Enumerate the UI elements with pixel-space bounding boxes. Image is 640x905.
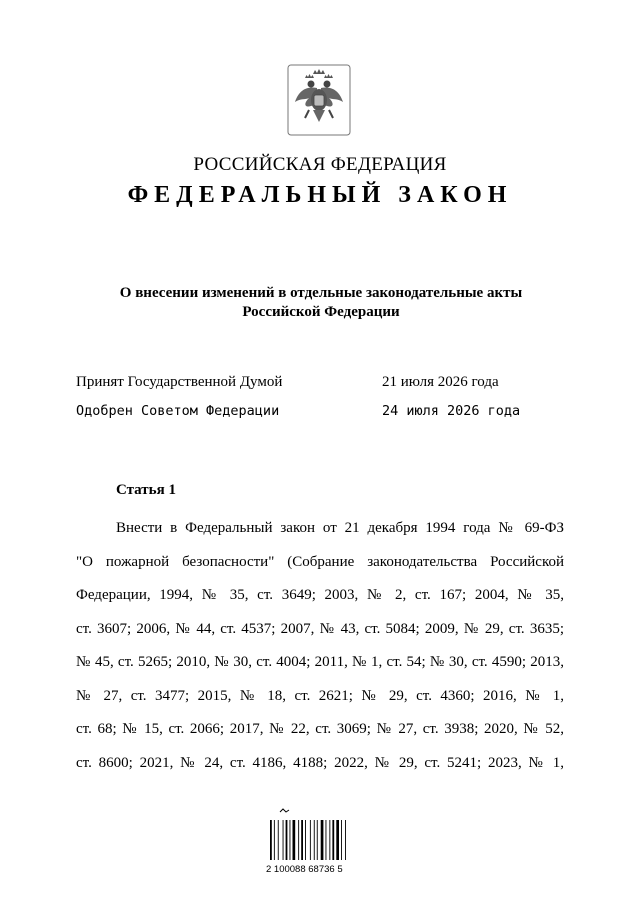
law-subject-line-2: Российской Федерации: [242, 304, 400, 320]
council-date: 24 июля 2026 года: [382, 403, 521, 419]
article-line: № 27, ст. 3477; 2015, № 18, ст. 2621; № 29, ст. 4360; 2016, № 1,: [76, 687, 564, 704]
duma-label: Принят Государственной Думой: [76, 374, 283, 390]
barcode-bar: [341, 820, 342, 860]
article-line: Внести в Федеральный закон от 21 декабря 1994 года № 69-ФЗ: [116, 520, 564, 536]
barcode-icon: [266, 808, 354, 868]
barcode-bar: [301, 820, 303, 860]
article-line: № 45, ст. 5265; 2010, № 30, ст. 4004; 2011, № 1, ст. 54; № 30, ст. 4590; 2013,: [76, 654, 564, 670]
article-line: ст. 3607; 2006, № 44, ст. 4537; 2007, № 43, ст. 5084; 2009, № 29, ст. 3635;: [76, 620, 564, 637]
barcode-bar: [329, 820, 330, 860]
barcode-bar: [317, 820, 318, 860]
barcode-bar: [314, 820, 315, 860]
barcode-bar: [321, 820, 324, 860]
article-line: ст. 68; № 15, ст. 2066; 2017, № 22, ст. 3069; № 27, ст. 3938; 2020, № 52,: [76, 721, 564, 737]
barcode-bar: [310, 820, 311, 860]
coat-of-arms-icon: [287, 64, 351, 136]
law-subject-line-1: О внесении изменений в отдельные законодательные акты: [119, 285, 523, 301]
article-heading: Статья 1: [116, 482, 176, 498]
article-line: Федерации, 1994, № 35, ст. 3649; 2003, № 2, ст. 167; 2004, № 35,: [76, 587, 564, 603]
barcode-mark: [280, 809, 289, 812]
barcode-bar: [286, 820, 288, 860]
article-line: ст. 8600; 2021, № 24, ст. 4186, 4188; 2022, № 29, ст. 5241; 2023, № 1,: [76, 754, 564, 771]
barcode-bar: [274, 820, 275, 860]
council-label: Одобрен Советом Федерации: [76, 403, 280, 419]
article-line: "О пожарной безопасности" (Собрание законодательства Российской: [76, 553, 564, 570]
barcode-number: 2 100088 68736 5: [266, 864, 343, 875]
barcode-bar: [345, 820, 346, 860]
barcode-bar: [326, 820, 327, 860]
barcode-bar: [278, 820, 279, 860]
law-subject: [80, 284, 562, 322]
article-body: [76, 512, 564, 780]
barcode-bar: [332, 820, 334, 860]
barcode-bar: [305, 820, 306, 860]
law-title: ФЕДЕРАЛЬНЫЙ ЗАКОН: [127, 182, 513, 208]
barcode-bar: [293, 820, 296, 860]
duma-date: 21 июля 2026 года: [382, 374, 499, 390]
barcode-bar: [270, 820, 272, 860]
barcode-bar: [283, 820, 284, 860]
barcode-bar: [290, 820, 291, 860]
country-name: РОССИЙСКАЯ ФЕДЕРАЦИЯ: [193, 154, 447, 175]
barcode-bar: [298, 820, 299, 860]
barcode-bar: [336, 820, 339, 860]
